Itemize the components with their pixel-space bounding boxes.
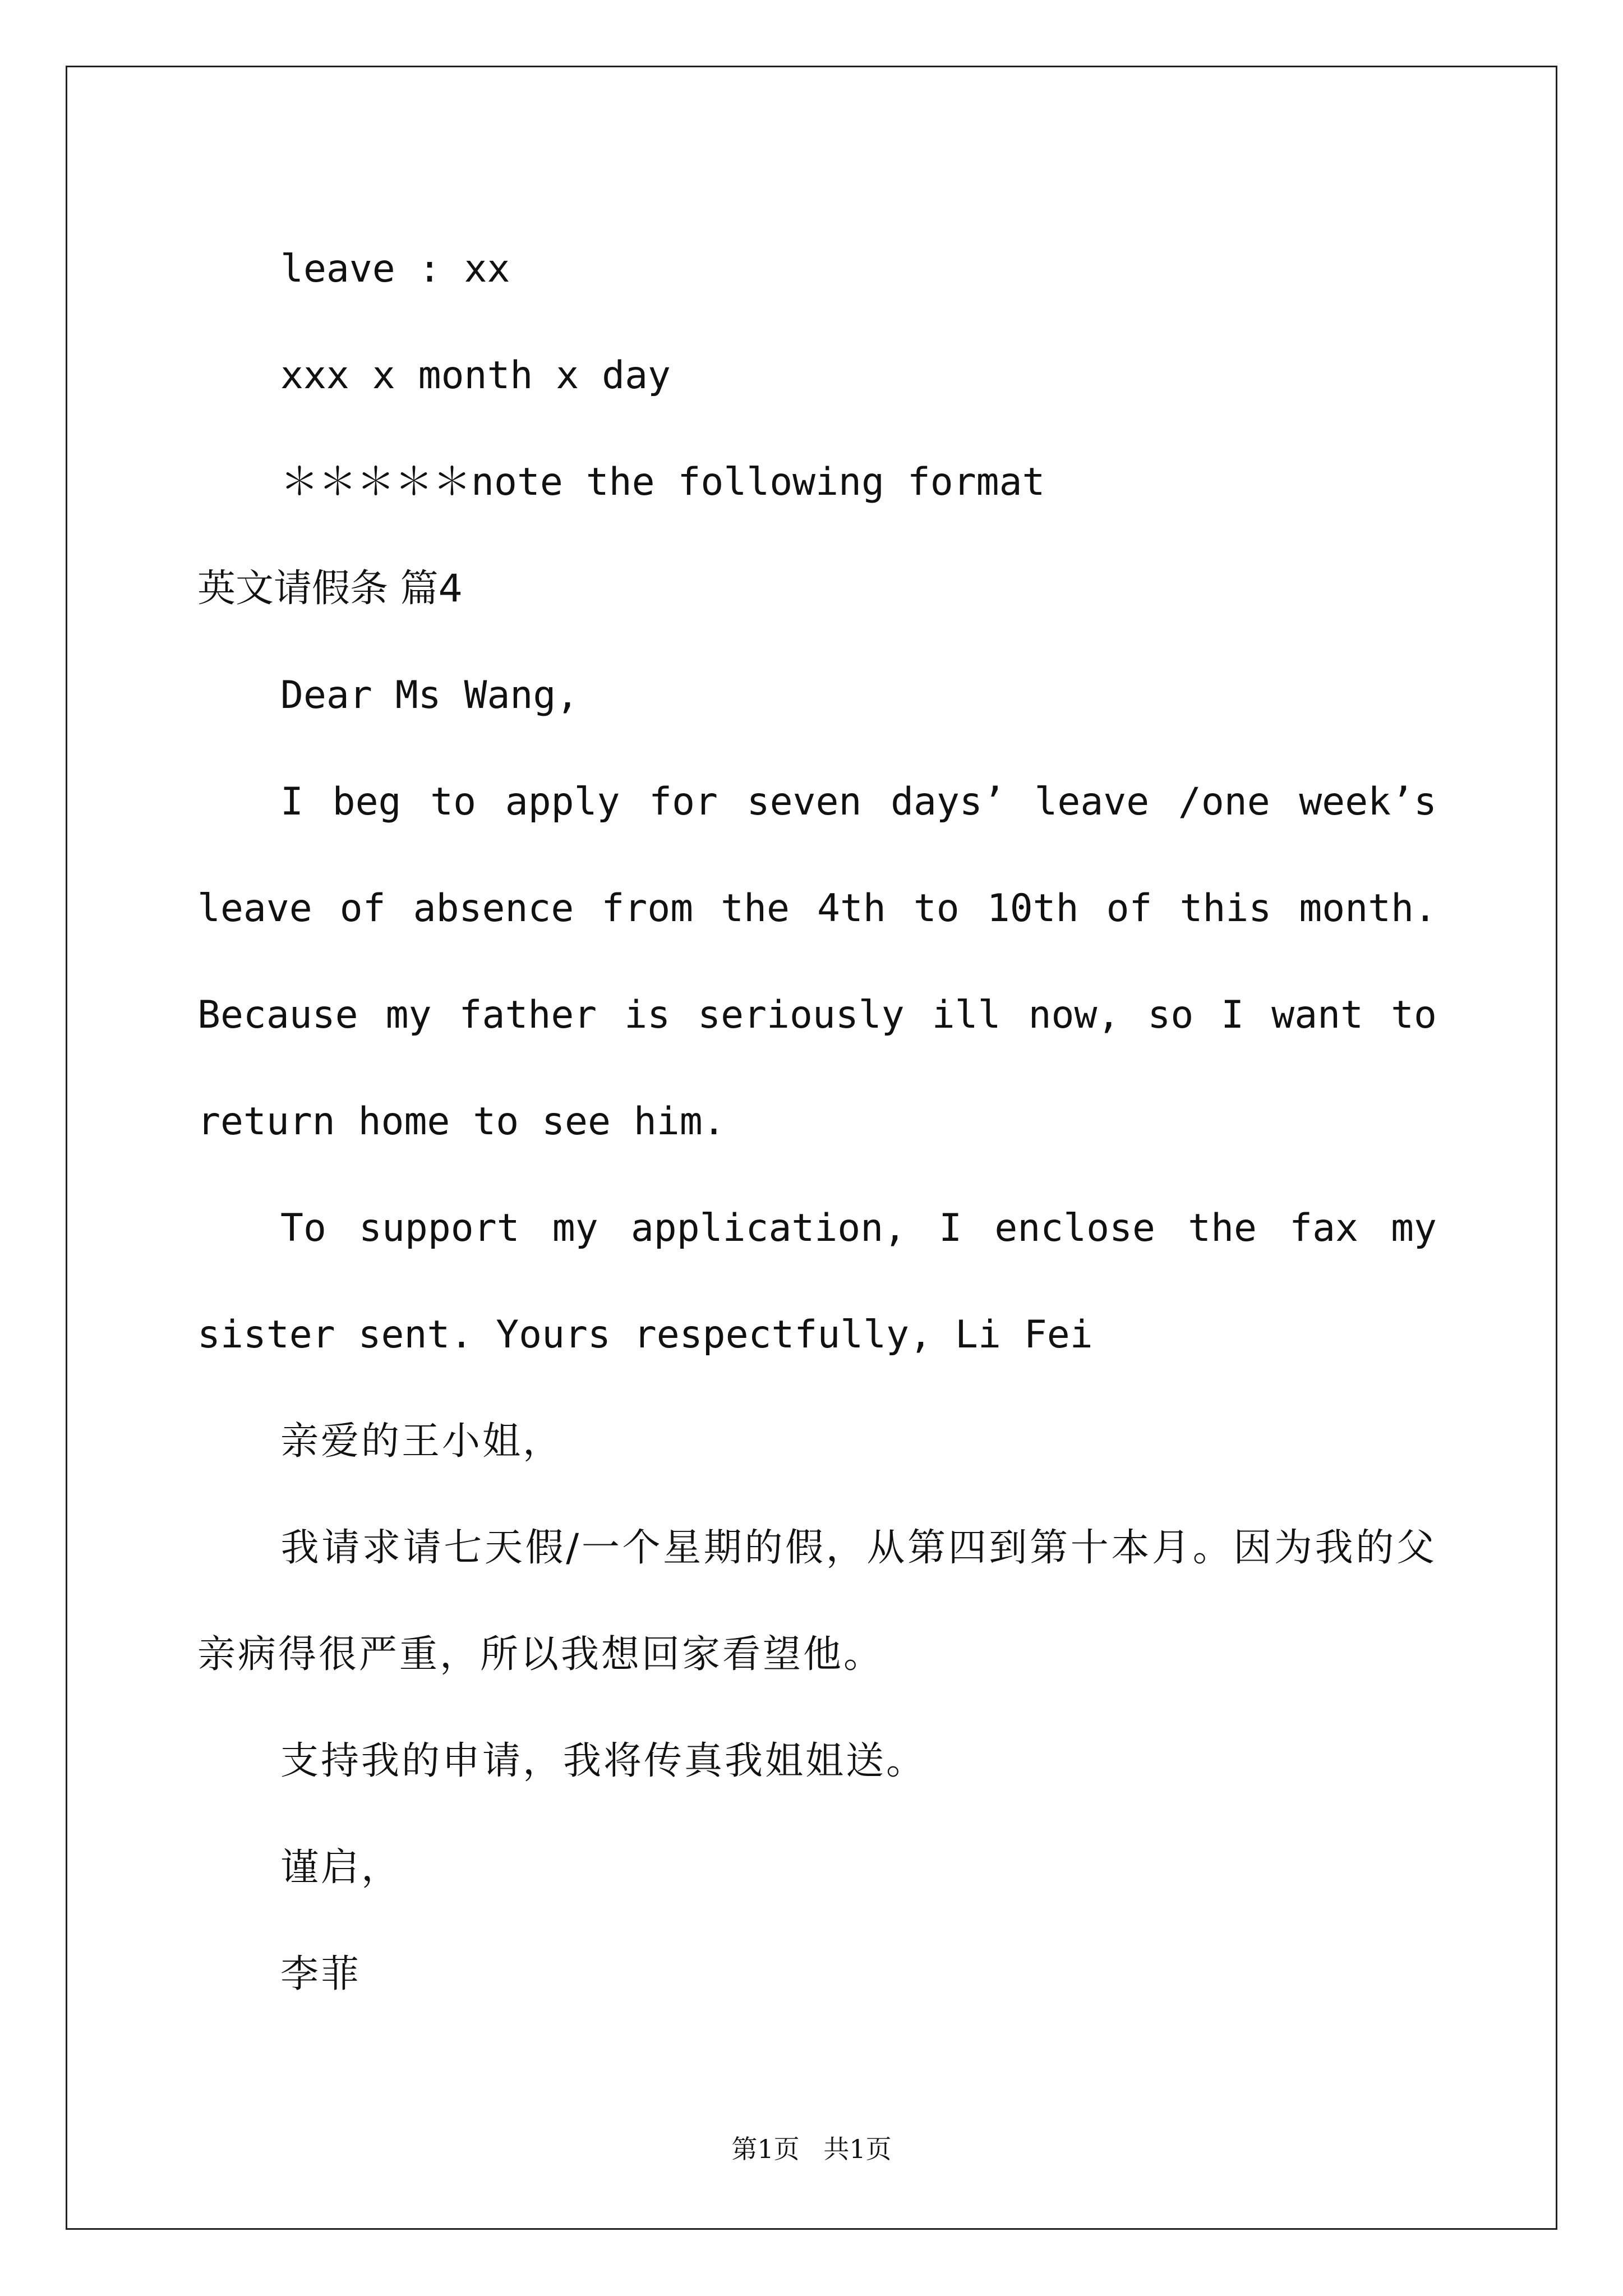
page-footer xyxy=(0,2129,1623,2166)
page-number: 第1页 xyxy=(731,2134,800,2164)
page-total: 共1页 xyxy=(823,2134,892,2164)
english-salutation: Dear Ms Wang, xyxy=(280,673,579,717)
english-paragraph-2-text: To support my application, I enclose the fax my sister sent. Yours respectfully, Li Fei xyxy=(197,1206,1437,1357)
section-heading: 英文请假条 篇4 xyxy=(197,567,463,611)
document-body xyxy=(197,216,1437,2028)
chinese-salutation: 亲爱的王小姐， xyxy=(280,1419,564,1464)
leave-line: leave : xx xyxy=(280,247,510,291)
format-note-line: ＊＊＊＊＊note the following format xyxy=(280,460,1045,504)
chinese-paragraph-1 xyxy=(197,1495,1437,1708)
english-paragraph-1-text: I beg to apply for seven days’ leave /one week’s leave of absence from the 4th to 10th of this month. Because my father is seriously ill now, so I want to return home to see him. xyxy=(197,780,1437,1144)
chinese-paragraph-2: 支持我的申请，我将传真我姐姐送。 xyxy=(280,1739,927,1783)
date-line: xxx x month x day xyxy=(280,353,671,398)
chinese-signature: 李菲 xyxy=(280,1952,362,1996)
chinese-closing: 谨启， xyxy=(280,1846,402,1890)
english-paragraph-1 xyxy=(197,749,1437,1175)
english-paragraph-2 xyxy=(197,1175,1437,1388)
chinese-paragraph-1-text: 我请求请七天假/一个星期的假，从第四到第十本月。因为我的父亲病得很严重，所以我想回家看望他。 xyxy=(197,1526,1437,1677)
